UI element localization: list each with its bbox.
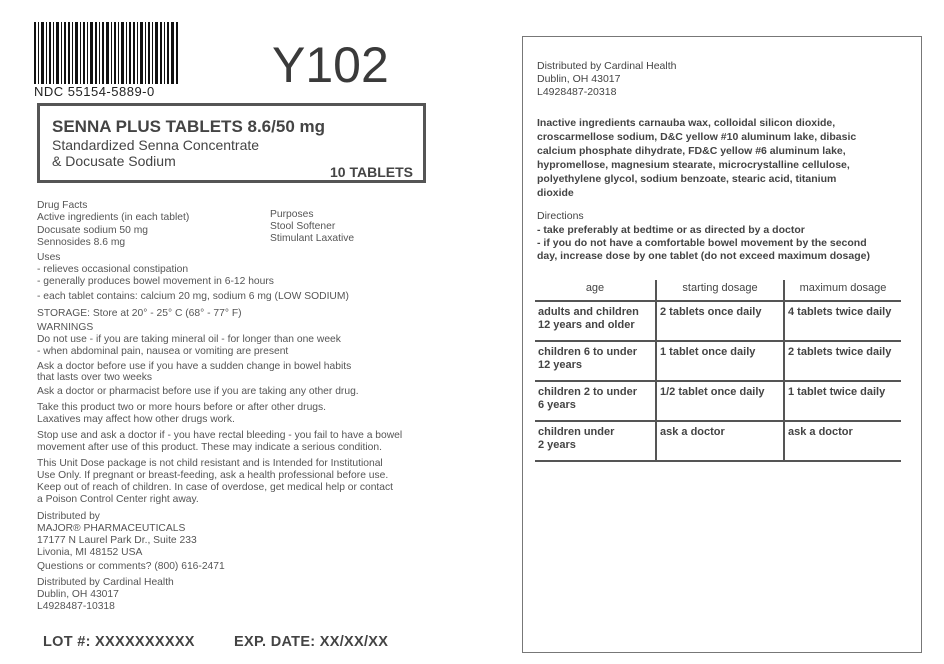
inactive-2: croscarmellose sodium, D&C yellow #10 aluminum lake, dibasic xyxy=(537,131,857,143)
use-2: - generally produces bowel movement in 6-12 hours xyxy=(37,276,274,287)
uses-heading: Uses xyxy=(37,252,61,263)
inactive-4: hypromellose, magnesium stearate, microcrystalline cellulose, xyxy=(537,159,850,171)
starting-dosage-cell: 2 tablets once daily xyxy=(656,301,784,341)
inactive-3: calcium phosphate dihydrate, FD&C yellow #6 aluminum lake, xyxy=(537,145,846,157)
active-ingredient-1: Docusate sodium 50 mg xyxy=(37,225,149,236)
distributor-address: 17177 N Laurel Park Dr., Suite 233 xyxy=(37,535,197,546)
right-city: Dublin, OH 43017 xyxy=(537,73,621,85)
unit-dose-1: This Unit Dose package is not child resistant and is Intended for Institutional xyxy=(37,458,383,469)
table-header-starting: starting dosage xyxy=(656,280,784,301)
table-row xyxy=(535,421,901,461)
direction-3: day, increase dose by one tablet (do not exceed maximum dosage) xyxy=(537,250,870,262)
stop-use-2: movement after use of this product. These may indicate a serious condition. xyxy=(37,442,382,453)
right-distributor: Distributed by Cardinal Health xyxy=(537,60,677,72)
use-1: - relieves occasional constipation xyxy=(37,264,189,275)
inactive-5: polyethylene glycol, sodium benzoate, stearic acid, titanium xyxy=(537,173,837,185)
starting-dosage-cell: 1/2 tablet once daily xyxy=(656,381,784,421)
distributor-label: Distributed by xyxy=(37,511,100,522)
maximum-dosage-cell: 2 tablets twice daily xyxy=(784,341,901,381)
active-heading: Active ingredients (in each tablet) xyxy=(37,212,190,223)
inactive-6: dioxide xyxy=(537,187,574,199)
product-subtitle-1: Standardized Senna Concentrate xyxy=(52,137,260,153)
starting-dosage-cell: ask a doctor xyxy=(656,421,784,461)
warning-2: - when abdominal pain, nausea or vomiting are present xyxy=(37,346,289,357)
drug-facts-title: Drug Facts xyxy=(37,200,88,211)
table-row xyxy=(535,341,901,381)
sodium-info: - each tablet contains: calcium 20 mg, sodium 6 mg (LOW SODIUM) xyxy=(37,291,349,302)
distributor-name: MAJOR® PHARMACEUTICALS xyxy=(37,523,186,534)
barcode xyxy=(34,22,180,84)
tablet-count: 10 TABLETS xyxy=(330,164,413,180)
distributor-city: Livonia, MI 48152 USA xyxy=(37,547,143,558)
starting-dosage-cell: 1 tablet once daily xyxy=(656,341,784,381)
ask-doctor-2: that lasts over two weeks xyxy=(37,372,153,383)
take-note-1: Take this product two or more hours before or after other drugs. xyxy=(37,402,327,413)
cardinal-city: Dublin, OH 43017 xyxy=(37,589,119,600)
maximum-dosage-cell: 4 tablets twice daily xyxy=(784,301,901,341)
dosage-table xyxy=(535,280,901,462)
warnings-heading: WARNINGS xyxy=(37,322,94,333)
directions-heading: Directions xyxy=(537,210,584,222)
direction-1: - take preferably at bedtime or as directed by a doctor xyxy=(537,224,805,236)
warning-1: Do not use - if you are taking mineral oil - for longer than one week xyxy=(37,334,341,345)
maximum-dosage-cell: ask a doctor xyxy=(784,421,901,461)
purposes-heading: Purposes xyxy=(270,209,314,220)
age-cell: adults and children 12 years and older xyxy=(535,301,656,341)
table-row xyxy=(535,301,901,341)
take-note-2: Laxatives may affect how other drugs work. xyxy=(37,414,235,425)
table-header-age: age xyxy=(535,280,656,301)
table-header-maximum: maximum dosage xyxy=(784,280,901,301)
cardinal-distributor: Distributed by Cardinal Health xyxy=(37,577,174,588)
maximum-dosage-cell: 1 tablet twice daily xyxy=(784,381,901,421)
unit-dose-4: a Poison Control Center right away. xyxy=(37,494,199,505)
product-subtitle-2: & Docusate Sodium xyxy=(52,153,176,169)
purpose-2: Stimulant Laxative xyxy=(270,233,355,244)
age-cell: children 2 to under 6 years xyxy=(535,381,656,421)
inactive-1: Inactive ingredients carnauba wax, colloidal silicon dioxide, xyxy=(537,117,836,129)
direction-2: - if you do not have a comfortable bowel movement by the second xyxy=(537,237,867,249)
stop-use-1: Stop use and ask a doctor if - you have rectal bleeding - you fail to have a bowel xyxy=(37,430,403,441)
item-code: Y102 xyxy=(272,37,389,93)
purpose-1: Stool Softener xyxy=(270,221,336,232)
unit-dose-3: Keep out of reach of children. In case of overdose, get medical help or contact xyxy=(37,482,394,493)
unit-dose-2: Use Only. If pregnant or breast-feeding, ask a health professional before use. xyxy=(37,470,389,481)
questions-phone: Questions or comments? (800) 616-2471 xyxy=(37,561,225,572)
cardinal-code: L4928487-10318 xyxy=(37,601,115,612)
lot-number: LOT #: XXXXXXXXXX xyxy=(43,634,195,650)
ndc-number: NDC 55154-5889-0 xyxy=(34,84,155,99)
age-cell: children under 2 years xyxy=(535,421,656,461)
ask-doctor-1: Ask a doctor before use if you have a sudden change in bowel habits xyxy=(37,361,352,372)
table-row xyxy=(535,381,901,421)
ask-pharmacist: Ask a doctor or pharmacist before use if you are taking any other drug. xyxy=(37,386,359,397)
age-cell: children 6 to under 12 years xyxy=(535,341,656,381)
product-name: SENNA PLUS TABLETS 8.6/50 mg xyxy=(52,117,325,136)
storage-info: STORAGE: Store at 20° - 25° C (68° - 77° F) xyxy=(37,308,242,319)
right-code: L4928487-20318 xyxy=(537,86,617,98)
expiration-date: EXP. DATE: XX/XX/XX xyxy=(234,634,389,650)
active-ingredient-2: Sennosides 8.6 mg xyxy=(37,237,126,248)
